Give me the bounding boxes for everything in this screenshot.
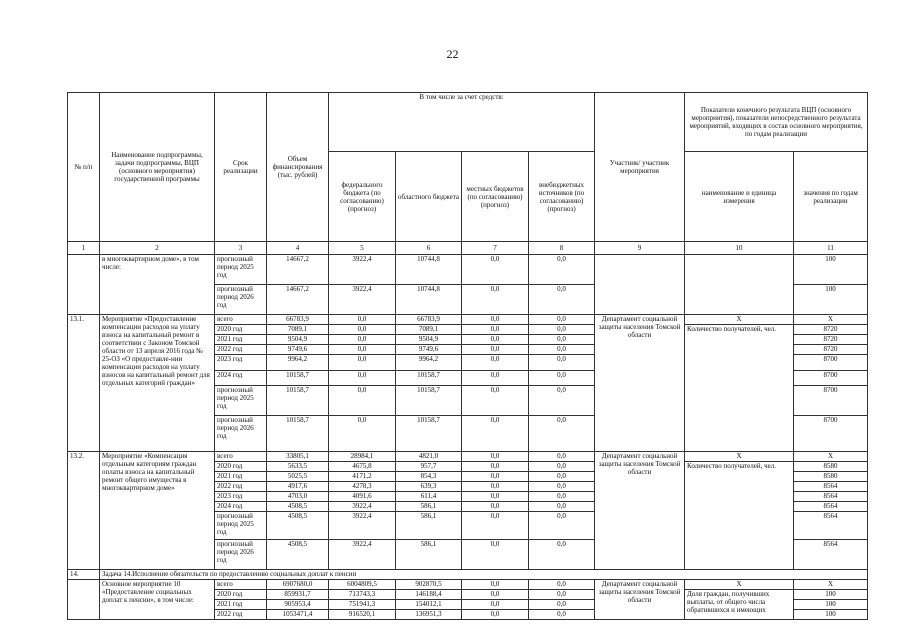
row-period: 2021 год (215, 472, 267, 482)
row-federal: 0,0 (329, 325, 396, 335)
row-total: 859931,7 (267, 590, 329, 600)
row-federal: 0,0 (329, 416, 396, 452)
row-regional: 957,7 (396, 462, 462, 472)
row-period: 2023 год (215, 355, 267, 371)
row-extrabudget: 0,0 (529, 345, 595, 355)
row-federal: 6004809,5 (329, 580, 396, 590)
row-federal: 4278,3 (329, 482, 396, 492)
row-local: 0,0 (462, 462, 529, 472)
row-extrabudget: 0,0 (529, 335, 595, 345)
row-regional: 9749,6 (396, 345, 462, 355)
row-extrabudget: 0,0 (529, 512, 595, 540)
row-regional: 639,3 (396, 482, 462, 492)
row-federal: 713743,3 (329, 590, 396, 600)
table-row (68, 452, 868, 462)
row-local: 0,0 (462, 335, 529, 345)
table-row (68, 255, 868, 285)
row-number: 13.1. (68, 315, 100, 452)
header-extrabudget: внебюджетных источников (по согласованию) (прогноз) (529, 152, 595, 242)
row-regional: 10158,7 (396, 386, 462, 416)
row-total: 905953,4 (267, 600, 329, 610)
row-federal: 28984,1 (329, 452, 396, 462)
row-value: 8580 (794, 462, 868, 472)
header-indicator-name: наименование и единица измерения (685, 152, 794, 242)
financing-table-container (67, 92, 867, 618)
row-total: 4508,5 (267, 502, 329, 512)
header-indicators: Показатели конечного результата ВЦП (основного мероприятия), показатели непосредственного результата мероприятий, входящих в состав основного мероприятия, по годам реализации (685, 93, 868, 152)
row-number: 13.2. (68, 452, 100, 570)
row-period: всего (215, 315, 267, 325)
row-federal: 3922,4 (329, 540, 396, 570)
table-row (68, 315, 868, 325)
row-total: 5025,5 (267, 472, 329, 482)
page-number: 22 (446, 47, 459, 61)
row-total: 4703,0 (267, 492, 329, 502)
row-local: 0,0 (462, 315, 529, 325)
row-indicator-header: X (685, 580, 794, 590)
header-federal: федерального бюджета (по согласованию) (прогноз) (329, 152, 396, 242)
row-local: 0,0 (462, 590, 529, 600)
row-extrabudget: 0,0 (529, 255, 595, 285)
row-regional: 4821,0 (396, 452, 462, 462)
row-period: 2020 год (215, 590, 267, 600)
row-participant: Департамент социальной защиты населения Томской области (595, 315, 685, 452)
row-indicator-header: X (685, 452, 794, 462)
row-participant (595, 255, 685, 315)
row-participant: Департамент социальной защиты населения Томской области (595, 580, 685, 620)
financing-table (67, 92, 868, 620)
row-value: 8580 (794, 472, 868, 482)
row-total: 33805,1 (267, 452, 329, 462)
column-index: 3 (215, 242, 267, 255)
row-value: 8564 (794, 502, 868, 512)
row-total: 7089,1 (267, 325, 329, 335)
column-index: 6 (396, 242, 462, 255)
row-federal: 4091,6 (329, 492, 396, 502)
row-total: 10158,7 (267, 386, 329, 416)
row-local: 0,0 (462, 492, 529, 502)
row-federal: 3922,4 (329, 502, 396, 512)
row-indicator: Количество получателей, чел. (685, 462, 794, 570)
column-index: 1 (68, 242, 100, 255)
row-local: 0,0 (462, 386, 529, 416)
row-total: 66783,9 (267, 315, 329, 325)
row-value: X (794, 315, 868, 325)
row-number (68, 255, 100, 315)
row-period: 2022 год (215, 610, 267, 620)
row-extrabudget: 0,0 (529, 325, 595, 335)
row-regional: 586,1 (396, 502, 462, 512)
column-index-row (68, 242, 868, 255)
row-extrabudget: 0,0 (529, 492, 595, 502)
row-federal: 4171,2 (329, 472, 396, 482)
column-index: 10 (685, 242, 794, 255)
row-value: 8564 (794, 482, 868, 492)
row-local: 0,0 (462, 416, 529, 452)
row-value: 8720 (794, 325, 868, 335)
row-value: 100 (794, 590, 868, 600)
row-period: 2022 год (215, 345, 267, 355)
row-value: 8700 (794, 416, 868, 452)
table-row (68, 580, 868, 590)
row-federal: 0,0 (329, 315, 396, 325)
row-value: 8564 (794, 492, 868, 502)
row-local: 0,0 (462, 600, 529, 610)
header-regional: областного бюджета (396, 152, 462, 242)
row-total: 9749,6 (267, 345, 329, 355)
row-indicator-header: X (685, 315, 794, 325)
column-index: 7 (462, 242, 529, 255)
row-name: в многоквартирном доме», в том числе: (100, 255, 215, 315)
row-local: 0,0 (462, 285, 529, 315)
header-indicator-values: значения по годам реализации (794, 152, 868, 242)
task-number: 14. (68, 570, 100, 580)
header-period: Срок реализации (215, 93, 267, 242)
row-regional: 9964,2 (396, 355, 462, 371)
row-value: 8720 (794, 335, 868, 345)
row-period: 2024 год (215, 502, 267, 512)
row-extrabudget: 0,0 (529, 462, 595, 472)
column-index: 4 (267, 242, 329, 255)
row-federal: 4675,8 (329, 462, 396, 472)
row-local: 0,0 (462, 610, 529, 620)
header-number: № п/п (68, 93, 100, 242)
column-index: 8 (529, 242, 595, 255)
row-total: 9504,9 (267, 335, 329, 345)
row-total: 14667,2 (267, 285, 329, 315)
row-period: прогнозный период 2025 год (215, 255, 267, 285)
row-local: 0,0 (462, 355, 529, 371)
row-indicator (685, 255, 794, 315)
row-name: Мероприятие «Компенсация отдельным категориям граждан оплаты взноса на капитальный ремонт общего имущества в многоквартирном доме» (100, 452, 215, 570)
row-federal: 0,0 (329, 371, 396, 386)
row-period: всего (215, 452, 267, 462)
row-extrabudget: 0,0 (529, 600, 595, 610)
row-period: 2022 год (215, 482, 267, 492)
row-period: прогнозный период 2025 год (215, 512, 267, 540)
header-name: Наименование подпрограммы, задачи подпрограммы, ВЦП (основного мероприятия) государственной программы (100, 93, 215, 242)
row-period: прогнозный период 2026 год (215, 416, 267, 452)
row-total: 10158,7 (267, 371, 329, 386)
row-regional: 10158,7 (396, 371, 462, 386)
row-value: X (794, 452, 868, 462)
row-value: 100 (794, 610, 868, 620)
row-indicator: Доля граждан, получивших выплаты, от общего числа обратившихся и имеющих (685, 590, 794, 620)
row-total: 4508,5 (267, 512, 329, 540)
row-period: прогнозный период 2026 год (215, 285, 267, 315)
row-regional: 154012,1 (396, 600, 462, 610)
row-local: 0,0 (462, 482, 529, 492)
row-extrabudget: 0,0 (529, 285, 595, 315)
row-extrabudget: 0,0 (529, 482, 595, 492)
column-index: 5 (329, 242, 396, 255)
row-value: 100 (794, 285, 868, 315)
row-extrabudget: 0,0 (529, 355, 595, 371)
row-total: 14667,2 (267, 255, 329, 285)
row-value: 8564 (794, 540, 868, 570)
row-value: 8700 (794, 355, 868, 371)
row-local: 0,0 (462, 452, 529, 462)
row-local: 0,0 (462, 325, 529, 335)
row-regional: 10744,8 (396, 255, 462, 285)
row-total: 5633,5 (267, 462, 329, 472)
row-regional: 136951,3 (396, 610, 462, 620)
row-period: 2024 год (215, 371, 267, 386)
row-total: 6907680,0 (267, 580, 329, 590)
row-name: Мероприятие «Предоставление компенсации расходов на уплату взноса на капитальный ремонт в соответствии с Законом Томской области от 13 апреля 2016 года № 25-ОЗ «О предоставле-нии компенсации расходов на уплату взносов на капитальный ремонт для отдельных категорий граждан» (100, 315, 215, 452)
row-regional: 10744,8 (396, 285, 462, 315)
row-value: 8700 (794, 386, 868, 416)
header-funding-group: В том числе за счет средств: (329, 93, 595, 152)
row-value: 100 (794, 600, 868, 610)
row-regional: 9504,9 (396, 335, 462, 345)
row-extrabudget: 0,0 (529, 590, 595, 600)
row-period: 2021 год (215, 335, 267, 345)
row-regional: 66783,9 (396, 315, 462, 325)
column-index: 2 (100, 242, 215, 255)
row-extrabudget: 0,0 (529, 472, 595, 482)
header-participant: Участник/ участник мероприятия (595, 93, 685, 242)
row-federal: 751941,3 (329, 600, 396, 610)
task-row (68, 570, 868, 580)
row-extrabudget: 0,0 (529, 610, 595, 620)
row-value: 8564 (794, 512, 868, 540)
row-federal: 916520,1 (329, 610, 396, 620)
row-value: 100 (794, 255, 868, 285)
task-title: Задача 14.Исполнение обязательств по предоставлению социальных доплат к пенсии (100, 570, 868, 580)
row-period: 2021 год (215, 600, 267, 610)
row-regional: 586,1 (396, 540, 462, 570)
row-federal: 3922,4 (329, 285, 396, 315)
column-index: 9 (595, 242, 685, 255)
row-local: 0,0 (462, 371, 529, 386)
header-total: Объем финансирования (тыс. рублей) (267, 93, 329, 242)
row-federal: 0,0 (329, 345, 396, 355)
row-federal: 3922,4 (329, 255, 396, 285)
row-local: 0,0 (462, 512, 529, 540)
row-local: 0,0 (462, 580, 529, 590)
column-index: 11 (794, 242, 868, 255)
row-local: 0,0 (462, 540, 529, 570)
row-total: 4917,6 (267, 482, 329, 492)
row-federal: 0,0 (329, 386, 396, 416)
row-regional: 146188,4 (396, 590, 462, 600)
row-value: X (794, 580, 868, 590)
row-extrabudget: 0,0 (529, 502, 595, 512)
row-total: 10158,7 (267, 416, 329, 452)
row-federal: 0,0 (329, 355, 396, 371)
row-period: прогнозный период 2025 год (215, 386, 267, 416)
row-total: 4508,5 (267, 540, 329, 570)
header-local: местных бюджетов (по согласованию) (прогноз) (462, 152, 529, 242)
row-number (68, 580, 100, 620)
row-period: 2020 год (215, 325, 267, 335)
row-federal: 3922,4 (329, 512, 396, 540)
row-local: 0,0 (462, 255, 529, 285)
row-extrabudget: 0,0 (529, 540, 595, 570)
row-extrabudget: 0,0 (529, 386, 595, 416)
row-period: всего (215, 580, 267, 590)
row-period: 2023 год (215, 492, 267, 502)
row-total: 1053471,4 (267, 610, 329, 620)
row-participant: Департамент социальной защиты населения Томской области (595, 452, 685, 570)
row-extrabudget: 0,0 (529, 452, 595, 462)
row-indicator: Количество получателей, чел. (685, 325, 794, 452)
row-local: 0,0 (462, 502, 529, 512)
row-local: 0,0 (462, 345, 529, 355)
row-extrabudget: 0,0 (529, 371, 595, 386)
row-period: прогнозный период 2026 год (215, 540, 267, 570)
row-extrabudget: 0,0 (529, 580, 595, 590)
row-federal: 0,0 (329, 335, 396, 345)
row-regional: 10158,7 (396, 416, 462, 452)
row-regional: 7089,1 (396, 325, 462, 335)
row-local: 0,0 (462, 472, 529, 482)
row-regional: 854,3 (396, 472, 462, 482)
row-regional: 611,4 (396, 492, 462, 502)
row-extrabudget: 0,0 (529, 315, 595, 325)
row-total: 9964,2 (267, 355, 329, 371)
row-extrabudget: 0,0 (529, 416, 595, 452)
row-regional: 902870,5 (396, 580, 462, 590)
row-value: 8720 (794, 345, 868, 355)
header-row-1 (68, 93, 868, 152)
row-regional: 586,1 (396, 512, 462, 540)
row-value: 8700 (794, 371, 868, 386)
row-period: 2020 год (215, 462, 267, 472)
row-name: Основное мероприятие 10 «Предоставление социальных доплат к пенсии», в том числе: (100, 580, 215, 620)
